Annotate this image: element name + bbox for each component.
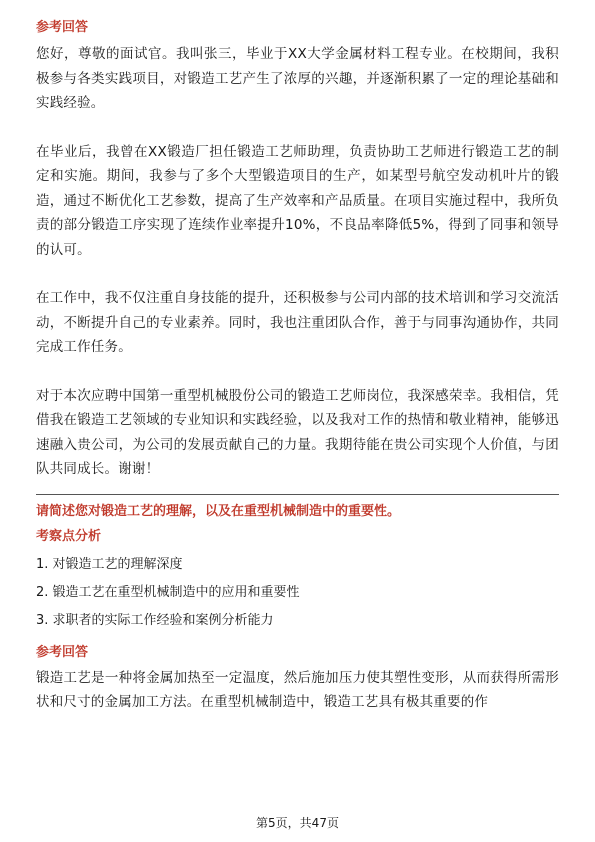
document-page bbox=[36, 18, 559, 715]
answer-paragraph-4: 对于本次应聘中国第一重型机械股份公司的锻造工艺师岗位，我深感荣幸。我相信，凭借我在锻造工艺领域的专业知识和实践经验，以及我对工作的热情和敬业精神，能够迅速融入贵公司，为公司的发展贡献自己的力量。我期待能在贵公司实现个人价值，与团队共同成长。谢谢！ bbox=[36, 387, 559, 477]
question-title: 请简述您对锻造工艺的理解，以及在重型机械制造中的重要性。 bbox=[36, 503, 401, 519]
analysis-label: 考察点分析 bbox=[36, 528, 102, 544]
analysis-point: 2. 锻造工艺在重型机械制造中的应用和重要性 bbox=[36, 584, 300, 600]
analysis-points bbox=[36, 551, 559, 635]
analysis-point: 1. 对锻造工艺的理解深度 bbox=[36, 556, 183, 572]
reference-answer-label-2: 参考回答 bbox=[36, 644, 89, 660]
reference-answer-label: 参考回答 bbox=[36, 20, 89, 35]
answer-paragraph-2: 在毕业后，我曾在XX锻造厂担任锻造工艺师助理，负责协助工艺师进行锻造工艺的制定和实施。期间，我参与了多个大型锻造项目的生产，如某型号航空发动机叶片的锻造，通过不断优化工艺参数，提高了生产效率和产品质量。在项目实施过程中，我所负责的部分锻造工序实现了连续作业率提升10%，不良品率降低5%，得到了同事和领导的认可。 bbox=[36, 143, 559, 258]
answer-paragraph-3: 在工作中，我不仅注重自身技能的提升，还积极参与公司内部的技术培训和学习交流活动，不断提升自己的专业素养。同时，我也注重团队合作，善于与同事沟通协作，共同完成工作任务。 bbox=[36, 290, 559, 355]
answer-text-2: 锻造工艺是一种将金属加热至一定温度，然后施加压力使其塑性变形，从而获得所需形状和尺寸的金属加工方法。在重型机械制造中，锻造工艺具有极其重要的作 bbox=[36, 669, 559, 710]
page-number: 第5页，共47页 bbox=[256, 816, 339, 830]
analysis-point: 3. 求职者的实际工作经验和案例分析能力 bbox=[36, 612, 274, 628]
section-divider bbox=[36, 494, 559, 495]
answer-paragraph-1: 您好，尊敬的面试官。我叫张三，毕业于XX大学金属材料工程专业。在校期间，我积极参与各类实践项目，对锻造工艺产生了浓厚的兴趣，并逐渐积累了一定的理论基础和实践经验。 bbox=[36, 46, 559, 111]
